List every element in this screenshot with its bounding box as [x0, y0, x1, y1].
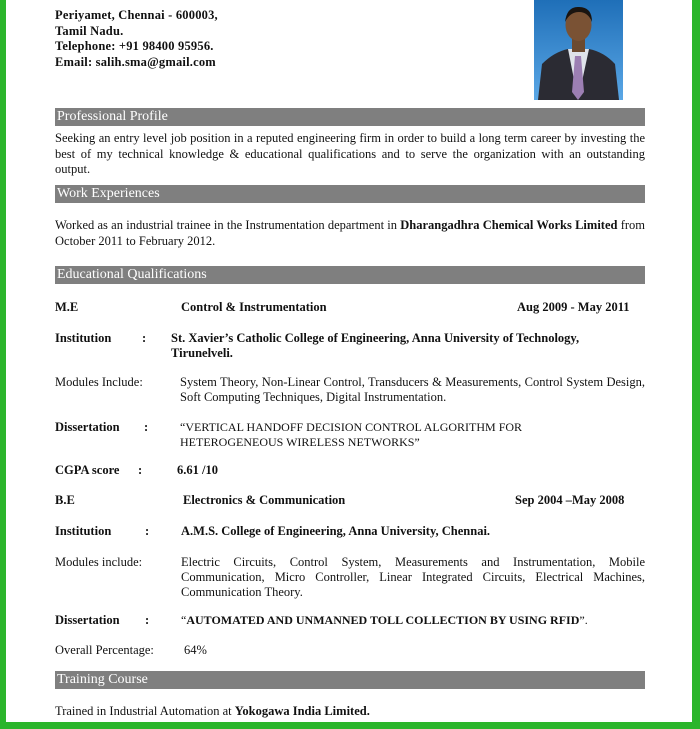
- me-branch: Control & Instrumentation: [181, 300, 327, 314]
- me-modules: System Theory, Non-Linear Control, Transducers & Measurements, Control System Design, Soft Computing Techniques, Digital Instrumentation.: [180, 375, 645, 404]
- me-dissertation-label: Dissertation: [55, 420, 120, 434]
- contact-block: [55, 8, 218, 70]
- be-dissertation-colon: :: [145, 613, 150, 627]
- be-institution: A.M.S. College of Engineering, Anna University, Chennai.: [181, 524, 491, 538]
- me-cgpa-label: CGPA score: [55, 463, 120, 477]
- profile-text: Seeking an entry level job position in a reputed engineering firm in order to build a long term career by investing the best of my technical knowledge & educational qualifications and to serve the organization with an outstanding output.: [55, 131, 645, 176]
- be-dissertation-label: Dissertation: [55, 613, 120, 627]
- be-percentage-label: Overall Percentage:: [55, 643, 154, 657]
- me-dissertation-colon: :: [144, 420, 149, 434]
- section-work-experiences: Work Experiences: [55, 185, 645, 203]
- me-degree: M.E: [55, 300, 79, 314]
- me-dissertation: “VERTICAL HANDOFF DECISION CONTROL ALGORITHM FOR HETEROGENEOUS WIRELESS NETWORKS”: [180, 420, 523, 449]
- address-line-1: Periyamet, Chennai - 600003,: [55, 8, 218, 22]
- training-text: Trained in Industrial Automation at Yokogawa India Limited.: [55, 704, 370, 718]
- training-company: Yokogawa India Limited.: [234, 704, 370, 718]
- work-company: Dharangadhra Chemical Works Limited: [400, 218, 618, 232]
- be-dissertation: “AUTOMATED AND UNMANNED TOLL COLLECTION BY USING RFID”.: [181, 613, 588, 627]
- be-period: Sep 2004 –May 2008: [515, 493, 625, 507]
- be-institution-label: Institution: [55, 524, 112, 538]
- be-percentage: 64%: [184, 643, 207, 657]
- me-cgpa: 6.61 /10: [177, 463, 218, 477]
- be-branch: Electronics & Communication: [183, 493, 346, 507]
- me-period: Aug 2009 - May 2011: [517, 300, 630, 314]
- section-training-course: Training Course: [55, 671, 645, 689]
- be-modules: Electric Circuits, Control System, Measurements and Instrumentation, Mobile Communication, Micro Controller, Linear Integrated Circuits, Electrical Machines, Communication Theory.: [181, 555, 645, 599]
- telephone: Telephone: +91 98400 95956.: [55, 39, 214, 53]
- me-institution-colon: :: [142, 331, 147, 345]
- profile-photo: [534, 0, 623, 100]
- be-institution-colon: :: [145, 524, 150, 538]
- section-educational-qualifications: Educational Qualifications: [55, 266, 645, 284]
- section-professional-profile: Professional Profile: [55, 108, 645, 126]
- resume-page: [6, 0, 692, 722]
- work-text: Worked as an industrial trainee in the Instrumentation department in Dharangadhra Chemical Works Limited from October 2011 to February 2012.: [55, 218, 646, 248]
- me-institution-label: Institution: [55, 331, 112, 345]
- be-degree: B.E: [55, 493, 75, 507]
- email: Email: salih.sma@gmail.com: [55, 54, 216, 69]
- be-modules-label: Modules include:: [55, 555, 143, 569]
- me-institution: St. Xavier’s Catholic College of Engineering, Anna University of Technology, Tirunelveli.: [171, 331, 580, 360]
- address-line-2: Tamil Nadu.: [55, 23, 124, 38]
- me-modules-label: Modules Include:: [55, 375, 143, 389]
- me-cgpa-colon: :: [138, 463, 143, 477]
